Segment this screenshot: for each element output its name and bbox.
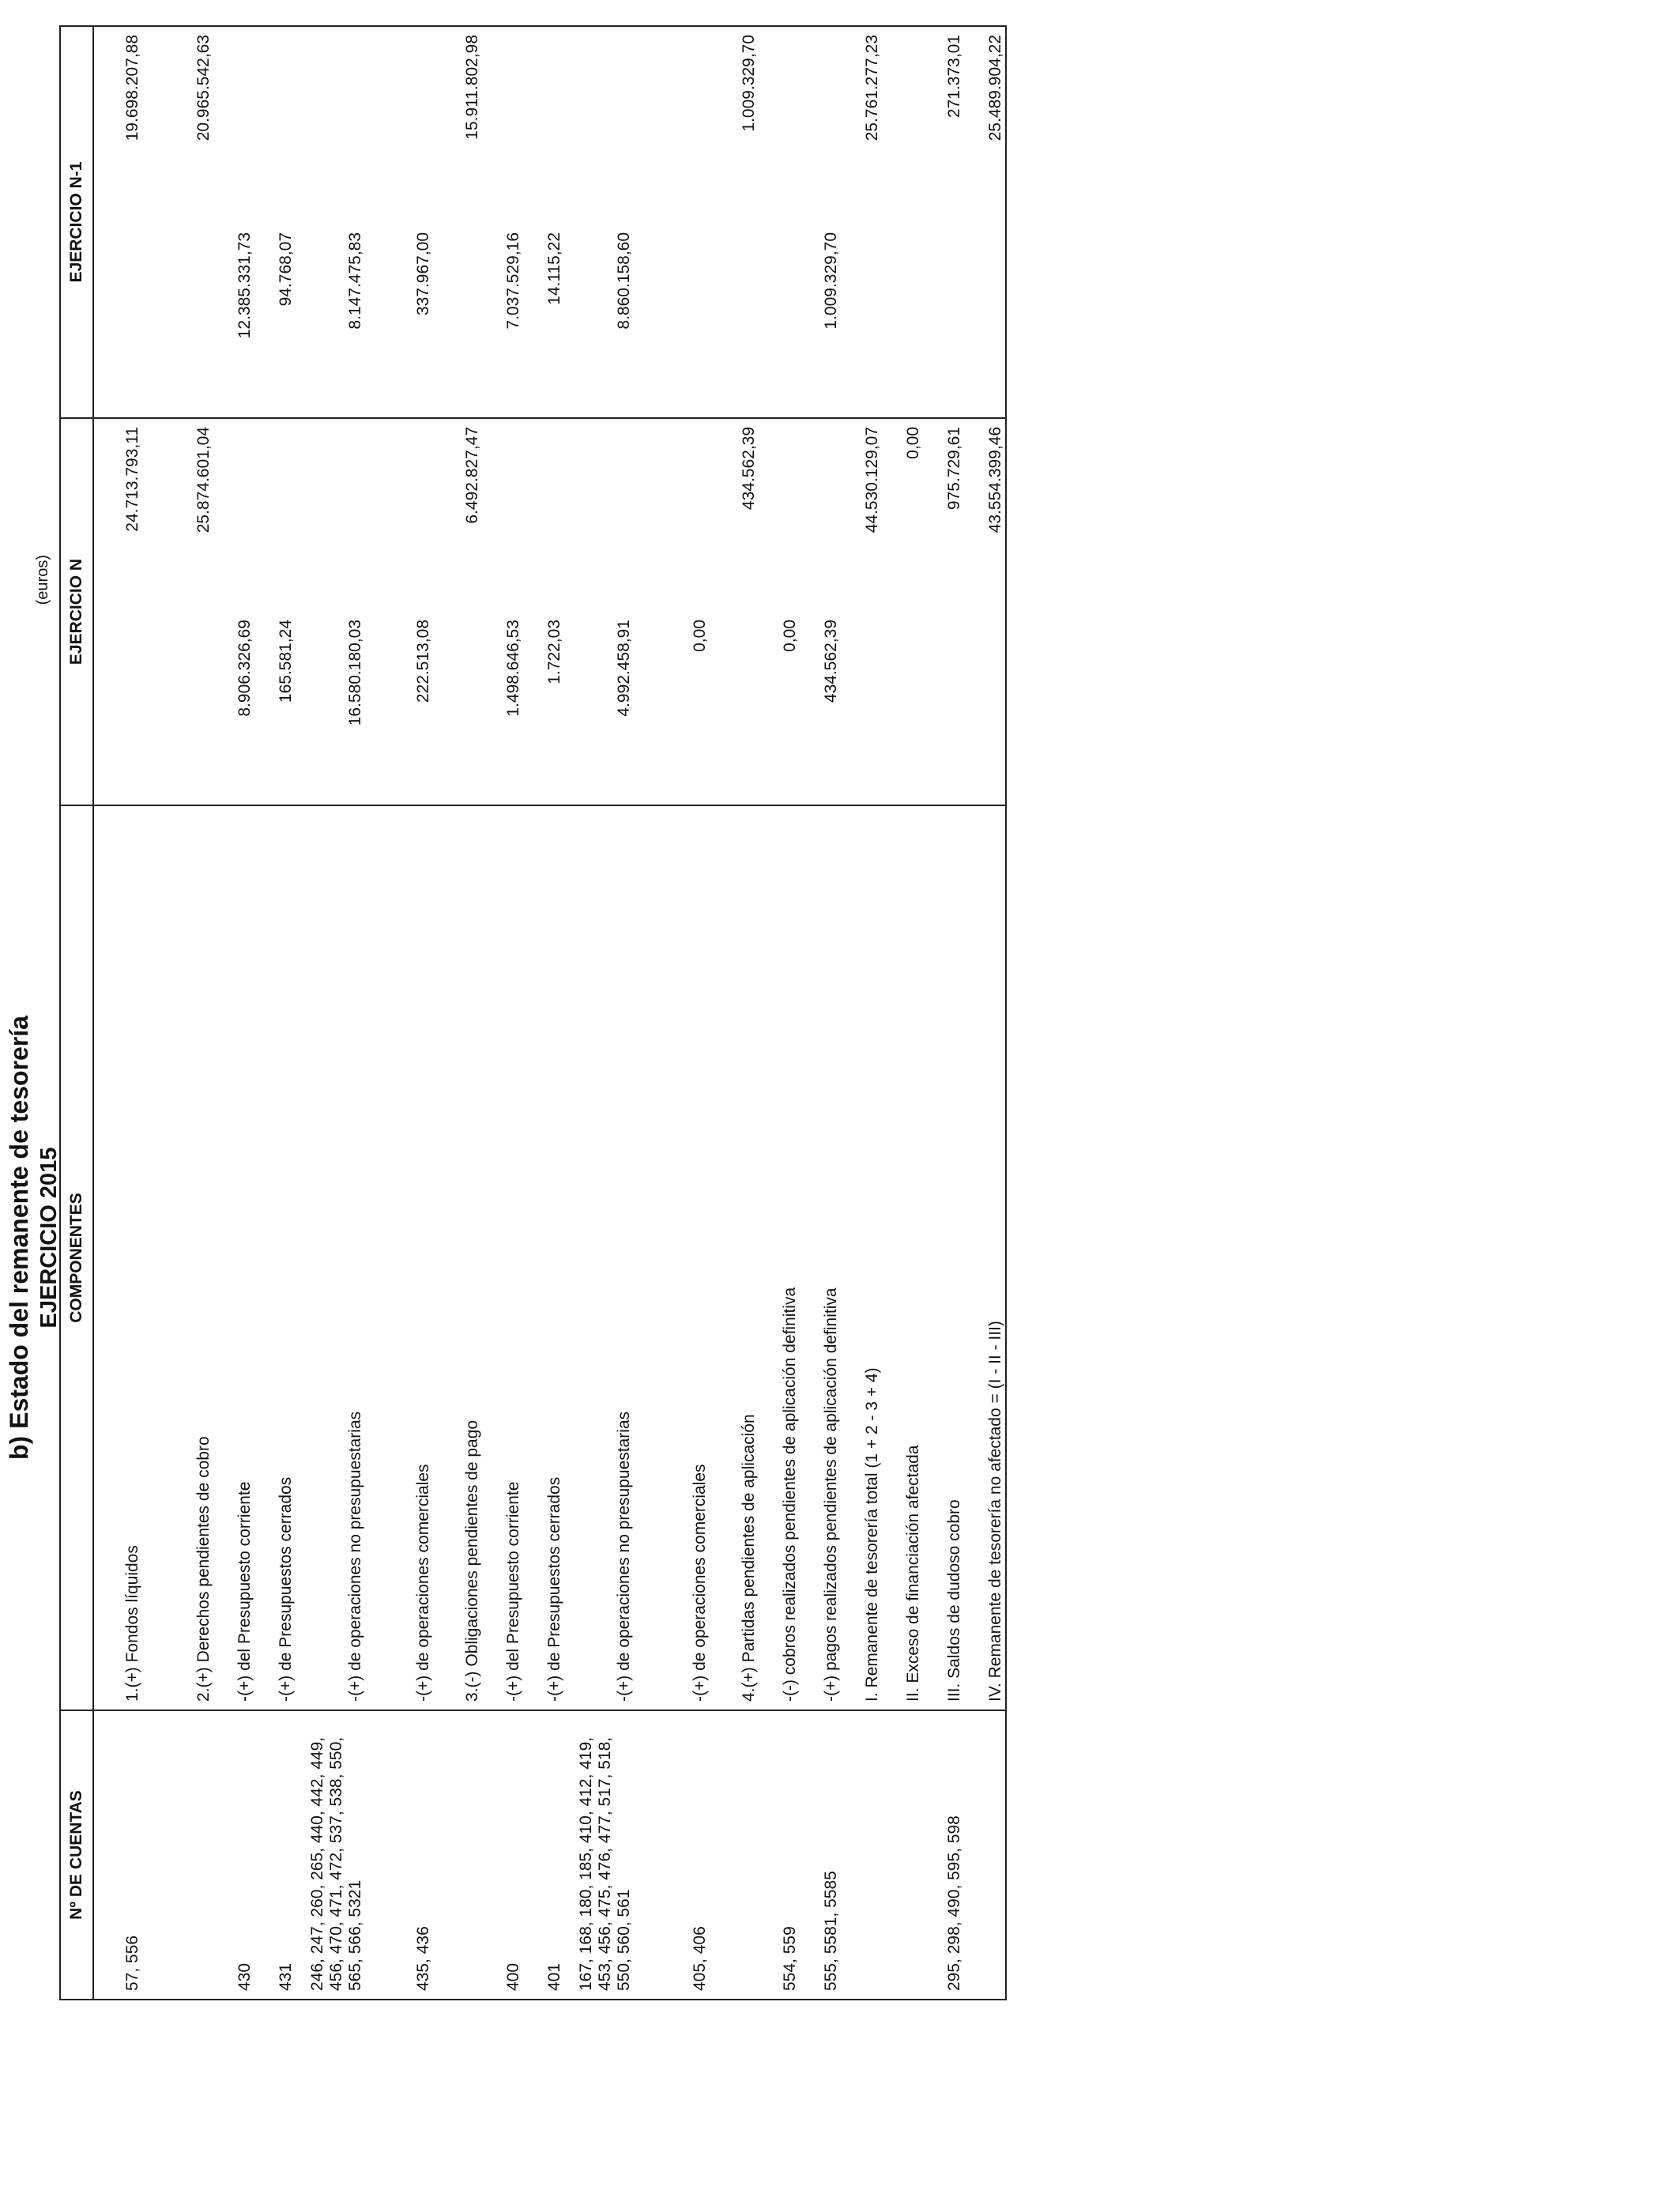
year-n-total: 975.729,61 [923, 418, 964, 612]
year-n1-total [254, 27, 296, 224]
year-n-total [254, 418, 296, 612]
year-n-total [365, 418, 433, 612]
year-n1-total [882, 27, 923, 224]
account-codes: 57, 556 [93, 1710, 142, 1999]
page-title: b) Estado del remanente de tesorería [5, 1016, 33, 1460]
year-n-detail: 1.722,03 [545, 620, 563, 684]
year-n-total [213, 418, 254, 612]
table-row [759, 27, 800, 1999]
header-row [61, 27, 93, 1999]
table-row [634, 27, 710, 1999]
year-n1-total: 15.911.802,98 [463, 34, 481, 140]
year-n-detail [433, 612, 482, 805]
component-label: 3.(-) Obligaciones pendientes de pago [433, 805, 482, 1710]
year-n1-total [213, 27, 254, 224]
year-n-detail: 1.498.646,53 [504, 620, 522, 717]
year-n1-total [482, 27, 523, 224]
year-n1-detail: 14.115,22 [545, 232, 563, 305]
year-n1-detail: 337.967,00 [414, 232, 432, 316]
year-n1-detail: 94.768,07 [277, 232, 295, 307]
table-row [213, 27, 254, 1999]
account-codes: 401 [523, 1710, 564, 1999]
year-n1-detail [759, 224, 800, 418]
year-n1-detail: 8.860.158,60 [615, 232, 633, 330]
year-n1-detail: 8.147.475,83 [346, 232, 364, 330]
table-row [882, 27, 923, 1999]
year-n-detail [923, 612, 964, 805]
header-year-n: EJERCICIO N [61, 418, 93, 805]
treasury-table [61, 27, 1005, 1999]
component-label: 2.(+) Derechos pendientes de cobro [142, 805, 213, 1710]
year-n1-total: 20.965.542,63 [194, 34, 213, 141]
table-row [142, 27, 213, 1999]
year-n1-total: 25.761.277,23 [863, 34, 881, 141]
account-codes [710, 1710, 759, 1999]
component-label: -(+) de operaciones comerciales [365, 805, 433, 1710]
year-n1-total: 25.489.904,22 [986, 34, 1004, 141]
year-n-detail: 222.513,08 [414, 620, 432, 703]
year-n1-detail: 12.385.331,73 [235, 232, 254, 339]
year-n-total [759, 418, 800, 612]
year-n-detail [142, 612, 213, 805]
component-label: I. Remanente de tesorería total (1 + 2 - 3 + 4) [841, 805, 882, 1710]
account-codes: 405, 406 [634, 1710, 710, 1999]
component-label: -(+) del Presupuesto corriente [482, 805, 523, 1710]
year-n1-detail [433, 224, 482, 418]
table-row [800, 27, 841, 1999]
table-row [564, 27, 634, 1999]
component-label: -(+) de Presupuestos cerrados [523, 805, 564, 1710]
header-components: COMPONENTES [61, 805, 93, 1710]
table-row [841, 27, 882, 1999]
account-codes [882, 1710, 923, 1999]
year-n-total: 24.713.793,11 [93, 418, 142, 612]
account-codes [841, 1710, 882, 1999]
account-codes: 431 [254, 1710, 296, 1999]
year-n1-detail [882, 224, 923, 418]
year-n-total: 25.874.601,04 [142, 418, 213, 612]
account-codes: 435, 436 [365, 1710, 433, 1999]
component-label: 4.(+) Partidas pendientes de aplicación [710, 805, 759, 1710]
year-n1-detail [710, 224, 759, 418]
table-row [923, 27, 964, 1999]
year-n-total [800, 418, 841, 612]
component-label: -(+) de operaciones no presupuestarias [296, 805, 365, 1710]
year-n-detail: 165.581,24 [277, 620, 295, 703]
page-subtitle: EJERCICIO 2015 [36, 1147, 62, 1329]
year-n-total [523, 418, 564, 612]
year-n1-detail [93, 224, 142, 418]
year-n1-total [296, 27, 365, 224]
year-n1-detail [841, 224, 882, 418]
year-n1-total [523, 27, 564, 224]
year-n1-detail: 1.009.329,70 [822, 232, 840, 330]
year-n-total: 44.530.129,07 [841, 418, 882, 612]
year-n-total: 6.492.827,47 [433, 418, 482, 612]
year-n-detail: 0,00 [691, 620, 709, 652]
table-row [296, 27, 365, 1999]
component-label: III. Saldos de dudoso cobro [923, 805, 964, 1710]
table-row [254, 27, 296, 1999]
account-codes [433, 1710, 482, 1999]
table-row [365, 27, 433, 1999]
table-body [93, 27, 1005, 1999]
year-n1-detail [634, 224, 710, 418]
account-codes: 295, 298, 490, 595, 598 [923, 1710, 964, 1999]
component-label: -(+) de Presupuestos cerrados [254, 805, 296, 1710]
units-label: (euros) [34, 555, 51, 605]
component-label: II. Exceso de financiación afectada [882, 805, 923, 1710]
component-label: -(+) de operaciones comerciales [634, 805, 710, 1710]
year-n-detail: 0,00 [781, 620, 799, 652]
year-n1-total: 19.698.207,88 [123, 34, 141, 141]
component-label: -(+) de operaciones no presupuestarias [564, 805, 634, 1710]
year-n-detail [882, 612, 923, 805]
year-n-total: 434.562,39 [710, 418, 759, 612]
year-n1-total [800, 27, 841, 224]
header-accounts: Nº DE CUENTAS [61, 1710, 93, 1999]
year-n-total [296, 418, 365, 612]
year-n1-detail: 7.037.529,16 [504, 232, 522, 330]
account-codes: 400 [482, 1710, 523, 1999]
year-n-detail [710, 612, 759, 805]
year-n1-detail [142, 224, 213, 418]
year-n-total [634, 418, 710, 612]
account-codes [142, 1710, 213, 1999]
year-n1-total: 271.373,01 [945, 34, 963, 119]
year-n-detail: 8.906.326,69 [235, 620, 254, 717]
year-n-detail: 434.562,39 [822, 620, 840, 703]
year-n1-total [634, 27, 710, 224]
year-n1-total [564, 27, 634, 224]
table-row [93, 27, 142, 1999]
account-codes: 167, 168, 180, 185, 410, 412, 419, 453, 456, 475, 476, 477, 517, 518, 550, 560, 561 [564, 1710, 634, 1999]
year-n-detail: 16.580.180,03 [346, 620, 364, 726]
year-n-detail: 4.992.458,91 [615, 620, 633, 717]
table-row [523, 27, 564, 1999]
year-n1-detail [964, 224, 1005, 418]
table-row [710, 27, 759, 1999]
header-year-n1: EJERCICIO N-1 [61, 27, 93, 418]
year-n1-total [759, 27, 800, 224]
account-codes: 555, 5581, 5585 [800, 1710, 841, 1999]
year-n-total: 43.554.399,46 [964, 418, 1005, 612]
table-row [482, 27, 523, 1999]
component-label: -(+) pagos realizados pendientes de aplicación definitiva [800, 805, 841, 1710]
year-n1-total: 1.009.329,70 [740, 34, 758, 132]
year-n1-detail [923, 224, 964, 418]
component-label: 1.(+) Fondos líquidos [93, 805, 142, 1710]
account-codes: 554, 559 [759, 1710, 800, 1999]
year-n-total: 0,00 [882, 418, 923, 612]
year-n-detail [93, 612, 142, 805]
table-row [433, 27, 482, 1999]
year-n-total [564, 418, 634, 612]
component-label: -(+) del Presupuesto corriente [213, 805, 254, 1710]
year-n1-total [365, 27, 433, 224]
account-codes: 430 [213, 1710, 254, 1999]
year-n-detail [964, 612, 1005, 805]
table-row [964, 27, 1005, 1999]
year-n-total [482, 418, 523, 612]
account-codes: 246, 247, 260, 265, 440, 442, 449, 456, 470, 471, 472, 537, 538, 550, 565, 566, 5321 [296, 1710, 365, 1999]
component-label: -(-) cobros realizados pendientes de aplicación definitiva [759, 805, 800, 1710]
account-codes [964, 1710, 1005, 1999]
component-label: IV. Remanente de tesorería no afectado = (I - II - III) [964, 805, 1005, 1710]
year-n-detail [841, 612, 882, 805]
